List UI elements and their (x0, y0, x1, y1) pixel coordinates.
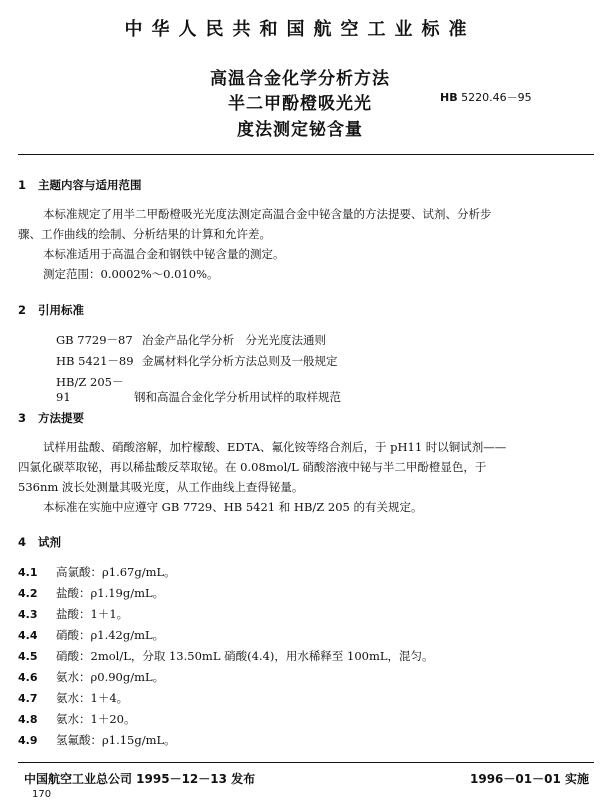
section-3-para-1-line-2: 四氯化碳萃取铋，再以稀盐酸反萃取铋。在 0.08mol/L 硝酸溶液中铋与半二甲酚橙显色，于 (18, 460, 487, 474)
reagent-text: 氢氟酸：ρ1.15g/mL。 (56, 733, 176, 747)
standard-code (440, 89, 532, 105)
reagent-number: 4.2 (18, 587, 38, 600)
section-1-para-1-line-2: 骤、工作曲线的绘制、分析结果的计算和允许差。 (18, 227, 271, 241)
title-line-3: 度法测定铋含量 (237, 120, 363, 140)
section-1-heading (18, 177, 142, 193)
reagent-item (18, 585, 164, 601)
reagent-number: 4.9 (18, 734, 38, 747)
reference-1 (56, 332, 326, 348)
top-rule (18, 154, 594, 155)
reagent-text: 氨水：1＋4。 (56, 691, 129, 705)
reagent-text: 盐酸：1＋1。 (56, 607, 129, 621)
reagent-number: 4.1 (18, 566, 38, 579)
reagent-item (18, 564, 176, 580)
reference-3-code: HB/Z 205－91 (56, 375, 124, 404)
section-4-heading (18, 534, 61, 550)
reference-1-code: GB 7729－87 (56, 333, 133, 347)
reagent-number: 4.4 (18, 629, 38, 642)
reagent-item (18, 627, 164, 643)
reagent-text: 氨水：1＋20。 (56, 712, 136, 726)
standard-header: 中华人民共和国航空工业标准 (124, 19, 476, 40)
reagent-item (18, 732, 176, 748)
section-3-number: 3 (18, 411, 27, 425)
reagent-text: 硝酸：ρ1.42g/mL。 (56, 628, 165, 642)
reagent-number: 4.8 (18, 713, 38, 726)
reference-2-text: 金属材料化学分析方法总则及一般规定 (142, 354, 338, 368)
reagent-number: 4.5 (18, 650, 38, 663)
reference-3 (56, 374, 341, 405)
section-4-number: 4 (18, 535, 27, 549)
bottom-rule (18, 762, 594, 763)
reference-2-code: HB 5421－89 (56, 354, 134, 368)
standard-code-number: 5220.46－95 (461, 91, 532, 104)
reagent-number: 4.3 (18, 608, 38, 621)
title-line-1: 高温合金化学分析方法 (210, 69, 390, 89)
section-3-para-1-line-3: 536nm 波长处测量其吸光度，从工作曲线上查得铋量。 (18, 480, 304, 494)
reagent-item (18, 690, 128, 706)
section-1-para-3: 测定范围：0.0002%～0.010%。 (43, 267, 219, 281)
title-line-2: 半二甲酚橙吸光光 (228, 94, 372, 114)
issued-date: 中国航空工业总公司 1995－12－13 发布 (24, 772, 256, 786)
section-1-title: 主题内容与适用范围 (38, 178, 142, 192)
page-number: 170 (32, 789, 52, 800)
reagent-item (18, 711, 135, 727)
reagent-item (18, 606, 128, 622)
reagent-text: 硝酸：2mol/L，分取 13.50mL 硝酸(4.4)，用水稀释至 100mL，混匀。 (56, 649, 434, 663)
effective-date: 1996－01－01 实施 (470, 772, 589, 786)
section-4-title: 试剂 (38, 535, 61, 549)
section-2-number: 2 (18, 303, 27, 317)
reagent-item (18, 648, 434, 664)
section-3-title: 方法提要 (38, 411, 84, 425)
section-3-heading (18, 410, 84, 426)
reagent-item (18, 669, 164, 685)
section-1-number: 1 (18, 178, 27, 192)
reference-1-text: 冶金产品化学分析 分光光度法通则 (142, 333, 326, 347)
section-2-title: 引用标准 (38, 303, 84, 317)
section-3-para-2: 本标准在实施中应遵守 GB 7729、HB 5421 和 HB/Z 205 的有关规定。 (43, 500, 423, 514)
reagent-text: 盐酸：ρ1.19g/mL。 (56, 586, 165, 600)
reagent-text: 高氯酸：ρ1.67g/mL。 (56, 565, 176, 579)
section-1-para-1-line-1: 本标准规定了用半二甲酚橙吸光光度法测定高温合金中铋含量的方法提要、试剂、分析步 (43, 207, 492, 221)
section-2-heading (18, 302, 84, 318)
reference-2 (56, 353, 338, 369)
section-1-para-2: 本标准适用于高温合金和钢铁中铋含量的测定。 (43, 247, 285, 261)
standard-code-prefix: HB (440, 91, 458, 104)
section-3-para-1-line-1: 试样用盐酸、硝酸溶解，加柠檬酸、EDTA、氟化铵等络合剂后，于 pH11 时以铜试剂—— (43, 440, 507, 454)
reagent-text: 氨水：ρ0.90g/mL。 (56, 670, 165, 684)
reagent-number: 4.7 (18, 692, 38, 705)
reagent-number: 4.6 (18, 671, 38, 684)
reference-3-text: 钢和高温合金化学分析用试样的取样规范 (134, 390, 341, 404)
